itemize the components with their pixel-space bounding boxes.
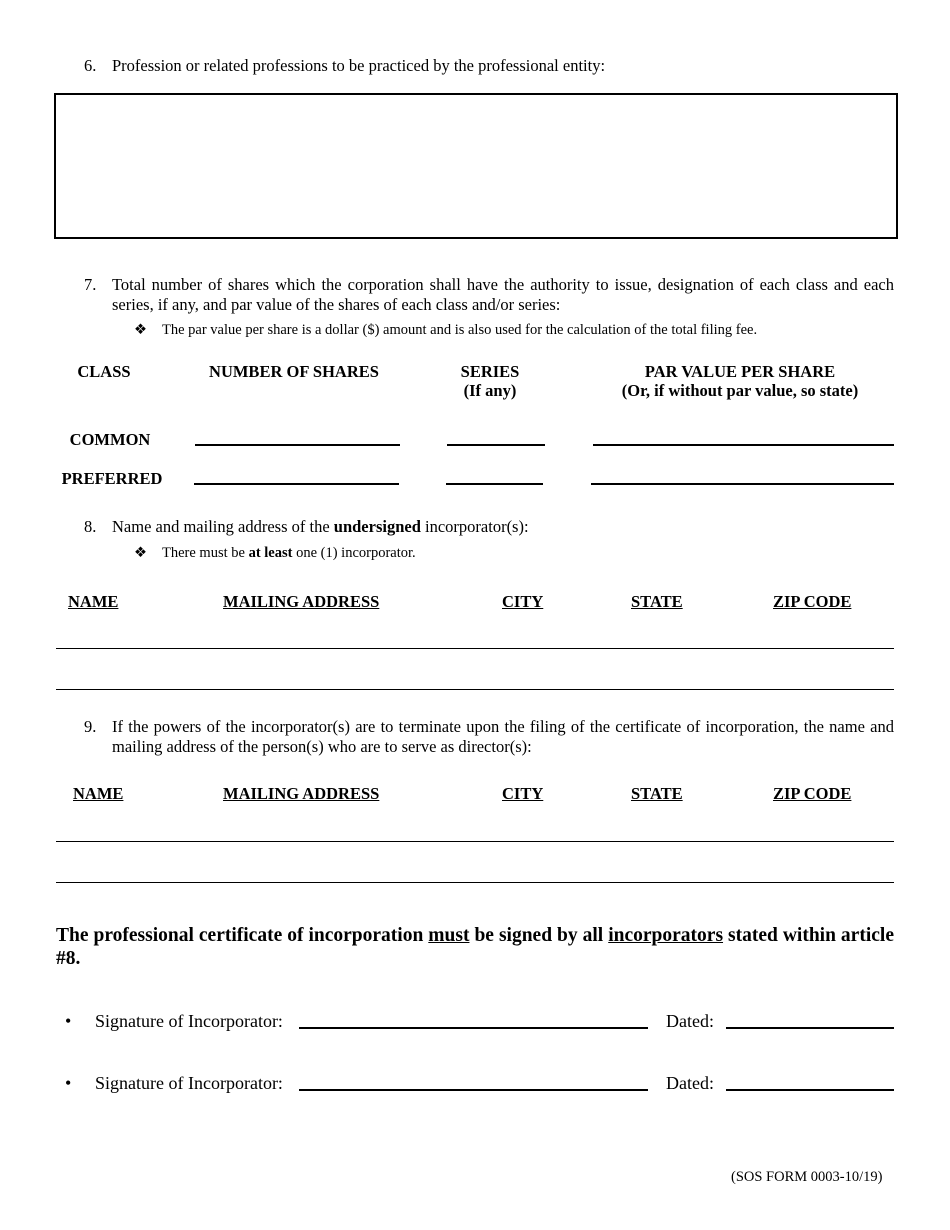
common-series-field[interactable] xyxy=(447,444,545,446)
item8-mailing-address-header: MAILING ADDRESS xyxy=(223,592,380,611)
number-of-shares-header: NUMBER OF SHARES xyxy=(209,362,379,381)
signature-label-2: Signature of Incorporator: xyxy=(95,1073,283,1093)
common-label: COMMON xyxy=(69,430,151,449)
item9-state-header: STATE xyxy=(631,784,683,803)
item9-name-header: NAME xyxy=(73,784,124,803)
item8-note: There must be at least one (1) incorporator. xyxy=(162,545,416,561)
dated-field-1[interactable] xyxy=(726,1027,894,1029)
signature-notice: The professional certificate of incorporation must be signed by all incorporators stated within article #8. xyxy=(56,925,894,969)
class-header: CLASS xyxy=(77,362,131,381)
item7-text: Total number of shares which the corporation shall have the authority to issue, designation of each class and each series, if any, and par value of the shares of each class and/or series: xyxy=(112,275,894,314)
director-row-2[interactable] xyxy=(56,882,894,883)
item8-number: 8. xyxy=(84,517,97,536)
common-shares-field[interactable] xyxy=(195,444,400,446)
item9-number: 9. xyxy=(84,717,97,736)
preferred-par-value-field[interactable] xyxy=(591,483,894,485)
preferred-label: PREFERRED xyxy=(61,469,163,488)
series-subheader: (If any) xyxy=(463,381,517,400)
item9-mailing-address-header: MAILING ADDRESS xyxy=(223,784,380,803)
dated-label-2: Dated: xyxy=(666,1073,714,1093)
bullet-icon: • xyxy=(65,1011,72,1031)
item7-note: The par value per share is a dollar ($) amount and is also used for the calculation of the total filing fee. xyxy=(162,322,758,338)
director-row-1[interactable] xyxy=(56,841,894,842)
dated-label-1: Dated: xyxy=(666,1011,714,1031)
form-footer: (SOS FORM 0003-10/19) xyxy=(731,1169,883,1185)
item9-zip-header: ZIP CODE xyxy=(773,784,852,803)
dated-field-2[interactable] xyxy=(726,1089,894,1091)
item9-text: If the powers of the incorporator(s) are to terminate upon the filing of the certificate of incorporation, the name and mailing address of the person(s) who are to serve as director(s): xyxy=(112,717,894,756)
diamond-bullet-icon: ❖ xyxy=(134,545,147,561)
incorporator-row-1[interactable] xyxy=(56,648,894,649)
preferred-shares-field[interactable] xyxy=(194,483,399,485)
item8-state-header: STATE xyxy=(631,592,683,611)
preferred-series-field[interactable] xyxy=(446,483,543,485)
item6-number: 6. xyxy=(84,56,97,75)
par-value-subheader: (Or, if without par value, so state) xyxy=(621,381,859,400)
series-header: SERIES xyxy=(460,362,520,381)
bullet-icon: • xyxy=(65,1073,72,1093)
item8-text: Name and mailing address of the undersigned incorporator(s): xyxy=(112,517,529,536)
item8-zip-header: ZIP CODE xyxy=(773,592,852,611)
incorporator-row-2[interactable] xyxy=(56,689,894,690)
common-par-value-field[interactable] xyxy=(593,444,894,446)
item8-city-header: CITY xyxy=(502,592,544,611)
item9-city-header: CITY xyxy=(502,784,544,803)
signature-field-2[interactable] xyxy=(299,1089,648,1091)
item8-name-header: NAME xyxy=(68,592,119,611)
item7-number: 7. xyxy=(84,275,97,294)
profession-input-box[interactable] xyxy=(54,93,898,239)
signature-field-1[interactable] xyxy=(299,1027,648,1029)
signature-label-1: Signature of Incorporator: xyxy=(95,1011,283,1031)
par-value-header: PAR VALUE PER SHARE xyxy=(644,362,836,381)
item6-text: Profession or related professions to be practiced by the professional entity: xyxy=(112,56,606,75)
diamond-bullet-icon: ❖ xyxy=(134,322,147,338)
